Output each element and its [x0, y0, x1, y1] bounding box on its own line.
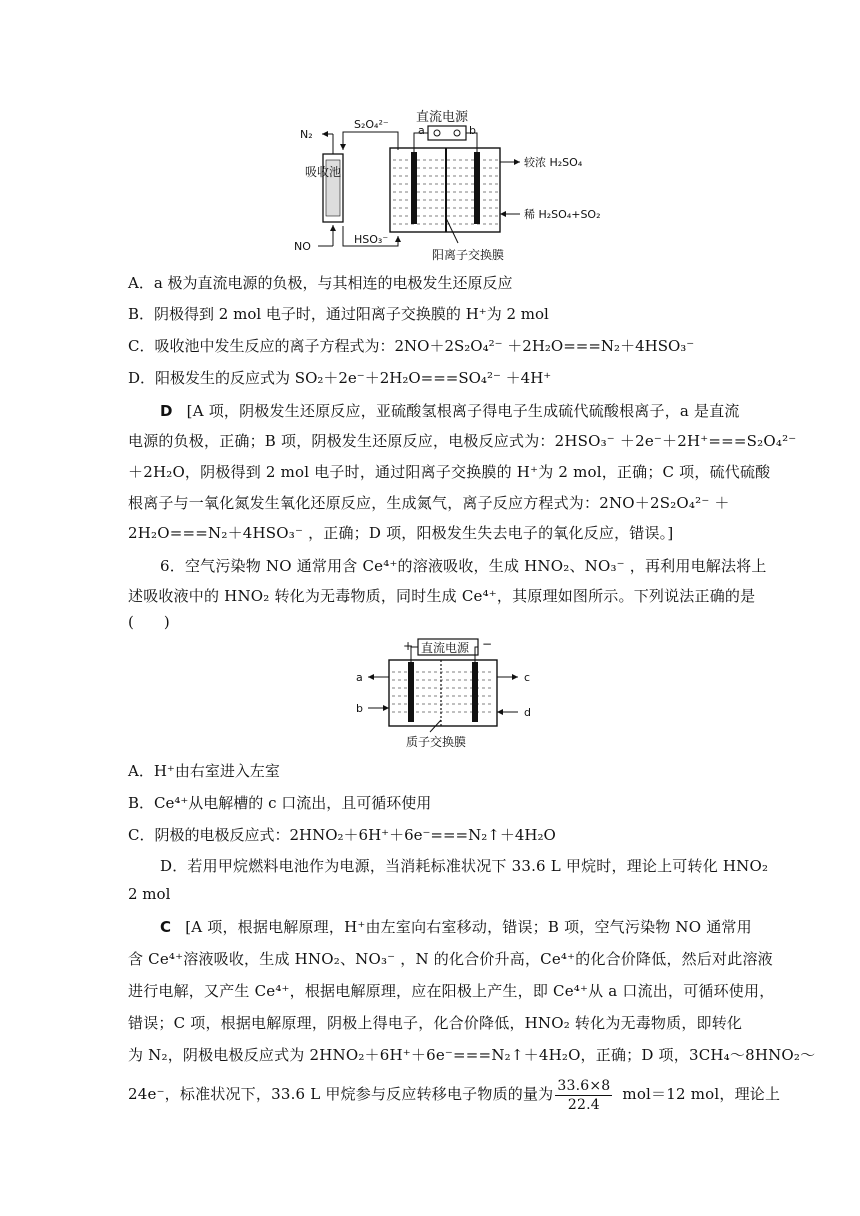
no-label: NO [294, 240, 311, 253]
pole-a-label: a [418, 124, 425, 137]
q6-stem-line: 6．空气污染物 NO 通常用含 Ce⁴⁺的溶液吸收，生成 HNO₂、NO₃⁻ ，再利用电解法将上 [160, 557, 767, 575]
q6-stem-blank: ( ) [128, 613, 170, 631]
power-supply-label: 直流电源 [416, 110, 469, 125]
q5-option-d: D．阳极发生的反应式为 SO₂＋2e⁻＋2H₂O===SO₄²⁻ ＋4H⁺ [128, 369, 552, 387]
q5-answer: D [160, 402, 173, 420]
hso3-label: HSO₃⁻ [354, 233, 389, 246]
membrane-label: 阳离子交换膜 [432, 248, 505, 262]
power-supply-label: 直流电源 [421, 641, 470, 655]
q6-option-d-cont: 2 mol [128, 885, 171, 903]
q5-explanation-line: 根离子与一氧化氮发生氧化还原反应，生成氮气，离子反应方程式为：2NO＋2S₂O₄²⁻ ＋ [128, 494, 730, 512]
q6-explanation-line: 进行电解，又产生 Ce⁴⁺，根据电解原理，应在阳极上产生，即 Ce⁴⁺从 a 口流出，可循环使用， [128, 982, 775, 1000]
q6-stem-line: 述吸收液中的 HNO₂ 转化为无毒物质，同时生成 Ce⁴⁺，其原理如图所示。下列说法正确的是 [128, 587, 756, 605]
q6-explanation-line: 含 Ce⁴⁺溶液吸收，生成 HNO₂、NO₃⁻ ，N 的化合价升高，Ce⁴⁺的化合价降低，然后对此溶液 [128, 950, 773, 968]
q6-explanation-line: C [A 项，根据电解原理，H⁺由左室向右室移动，错误；B 项，空气污染物 NO 通常用 [160, 918, 752, 936]
absorber-label: 吸收池 [305, 165, 342, 179]
q5-explanation-line: D [A 项，阴极发生还原反应，亚硫酸氢根离子得电子生成硫代硫酸根离子，a 是直流 [160, 402, 740, 420]
q6-explanation-line: 为 N₂，阴极电极反应式为 2HNO₂＋6H⁺＋6e⁻===N₂↑＋4H₂O，正确；D 项，3CH₄～8HNO₂～ [128, 1046, 816, 1064]
q5-explanation-line: 电源的负极，正确；B 项，阴极发生还原反应，电极反应式为：2HSO₃⁻ ＋2e⁻＋2H⁺===S₂O₄²⁻ [128, 432, 797, 450]
n2-label: N₂ [300, 128, 313, 141]
q6-answer: C [160, 918, 172, 936]
plus-sign: + [403, 639, 414, 653]
electrolysis-diagram-1 [0, 0, 860, 270]
q6-explanation-line: 24e⁻，标准状况下，33.6 L 甲烷参与反应转移电子物质的量为 $\frac{33.6\times 8}{22.4}$ mol＝12 mol，理论上 [128, 1077, 781, 1113]
membrane-label: 质子交换膜 [406, 735, 467, 749]
minus-sign: − [482, 637, 493, 651]
input-label: 稀 H₂SO₄+SO₂ [524, 208, 601, 221]
q5-option-a: A．a 极为直流电源的负极，与其相连的电极发生还原反应 [128, 274, 513, 292]
port-a-label: a [356, 671, 363, 684]
q6-option-c: C．阴极的电极反应式：2HNO₂＋6H⁺＋6e⁻===N₂↑＋4H₂O [128, 826, 556, 844]
q5-explanation-line: ＋2H₂O，阴极得到 2 mol 电子时，通过阳离子交换膜的 H⁺为 2 mol，正确；C 项，硫代硫酸 [128, 463, 771, 481]
q6-explanation-line: 错误；C 项，根据电解原理，阴极上得电子，化合价降低，HNO₂ 转化为无毒物质，即转化 [128, 1014, 743, 1032]
pole-b-label: b [469, 124, 476, 137]
port-d-label: d [524, 706, 531, 719]
q5-explanation-line: 2H₂O===N₂＋4HSO₃⁻ ，正确；D 项，阳极发生失去电子的氧化反应，错误。] [128, 524, 674, 542]
fraction: $\frac{33.6\times 8}{22.4}$ [557, 1077, 611, 1113]
port-b-label: b [356, 702, 363, 715]
q5-option-b: B．阴极得到 2 mol 电子时，通过阳离子交换膜的 H⁺为 2 mol [128, 305, 549, 323]
q6-option-b: B．Ce⁴⁺从电解槽的 c 口流出，且可循环使用 [128, 794, 432, 812]
electrolysis-diagram-2 [0, 634, 860, 754]
s2o4-label: S₂O₄²⁻ [354, 118, 389, 131]
port-c-label: c [524, 671, 531, 684]
q5-option-c: C．吸收池中发生反应的离子方程式为：2NO＋2S₂O₄²⁻ ＋2H₂O===N₂＋4HSO₃⁻ [128, 337, 695, 355]
q6-option-a: A．H⁺由右室进入左室 [128, 762, 280, 780]
q6-option-d: D．若用甲烷燃料电池作为电源，当消耗标准状况下 33.6 L 甲烷时，理论上可转化 HNO₂ [160, 857, 769, 875]
output-label: 较浓 H₂SO₄ [524, 156, 583, 169]
